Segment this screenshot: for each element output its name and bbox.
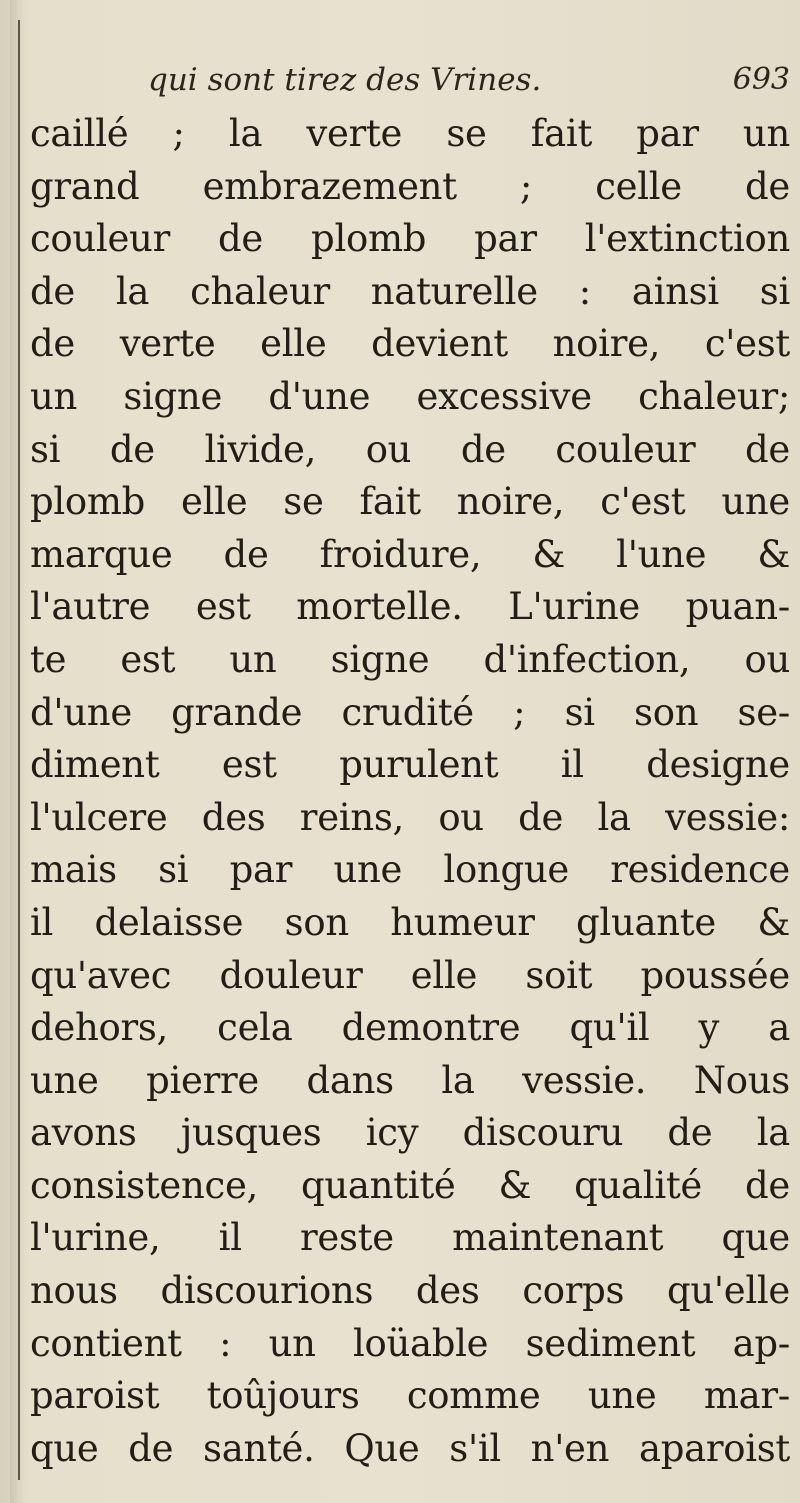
text-line: si de livide, ou de couleur de: [30, 427, 790, 471]
page-gutter: [10, 0, 24, 1503]
text-line: caillé ; la verte se fait par un: [30, 112, 790, 155]
text-line: il delaisse son humeur gluante &: [30, 900, 790, 944]
page-header: [30, 62, 790, 112]
binding-edge: [18, 20, 20, 1480]
text-line: diment est purulent il designe: [30, 743, 790, 787]
text-line: d'une grande crudité ; si son se-: [30, 690, 790, 734]
text-line: l'ulcere des reins, ou de la vessie:: [30, 795, 790, 839]
text-line: l'urine, il reste maintenant que: [30, 1216, 790, 1260]
text-line: contient : un loüable sediment ap-: [30, 1321, 790, 1365]
text-line: de la chaleur naturelle : ainsi si: [30, 269, 790, 313]
text-line: une pierre dans la vessie. Nous: [30, 1058, 790, 1102]
text-line: mais si par une longue residence: [30, 848, 790, 892]
text-line: plomb elle se fait noire, c'est une: [30, 480, 790, 524]
page-number: 693: [732, 62, 790, 97]
text-line: grand embrazement ; celle de: [30, 164, 790, 208]
text-line: nous discourions des corps qu'elle: [30, 1269, 790, 1313]
running-title: qui sont tirez des Vrines.: [148, 62, 542, 98]
body-text: [30, 108, 790, 1475]
text-line: avons jusques icy discouru de la: [30, 1111, 790, 1155]
text-line: que de santé. Que s'il n'en aparoist: [30, 1426, 790, 1470]
text-line: consistence, quantité & qualité de: [30, 1163, 790, 1207]
text-line: paroist toûjours comme une mar-: [30, 1374, 790, 1418]
text-line: marque de froidure, & l'une &: [30, 532, 790, 576]
text-line: de verte elle devient noire, c'est: [30, 322, 790, 366]
text-line: l'autre est mortelle. L'urine puan-: [30, 585, 790, 629]
text-line: te est un signe d'infection, ou: [30, 637, 790, 681]
text-line: couleur de plomb par l'extinction: [30, 217, 790, 261]
text-line: dehors, cela demontre qu'il y a: [30, 1006, 790, 1050]
text-line: qu'avec douleur elle soit poussée: [30, 953, 790, 997]
text-line: un signe d'une excessive chaleur;: [30, 374, 790, 418]
